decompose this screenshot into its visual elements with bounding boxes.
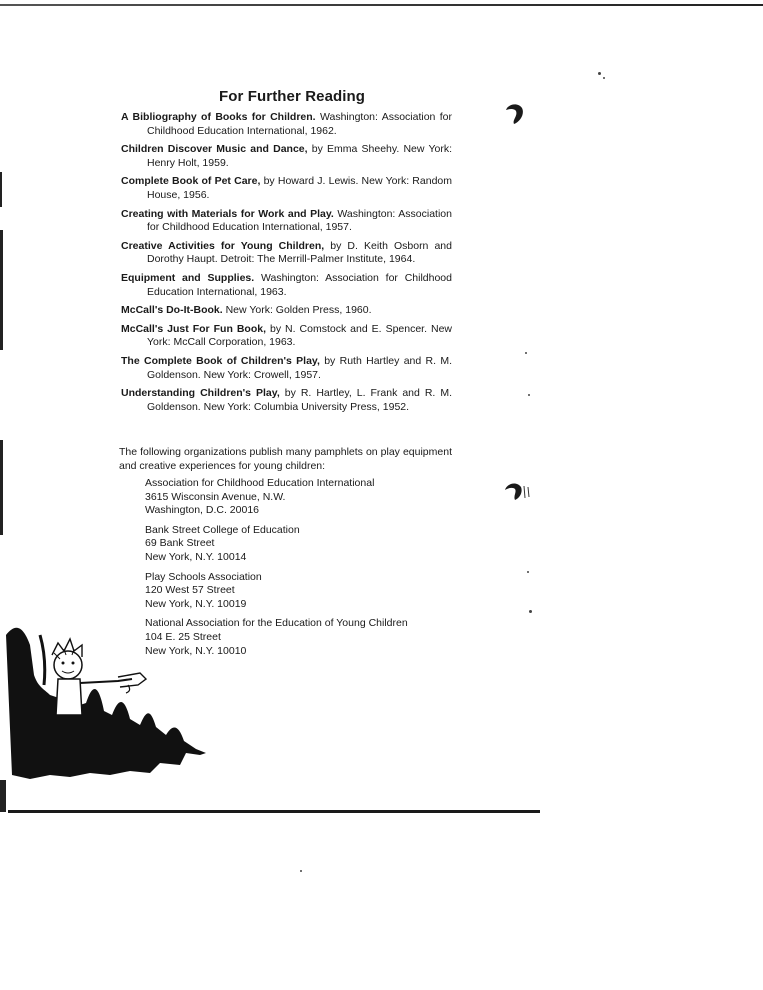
organizations-intro: The following organizations publish many pamphlets on play equipment and creative experiences for young children: [119,446,452,472]
organization-name: National Association for the Education of Young Children [145,617,408,630]
reference-item [121,175,452,202]
punch-hole-mark [500,478,534,508]
scan-speck [527,571,529,573]
reference-details: Washington: Association for Childhood Education International, 1957. [147,207,452,234]
reference-list [121,111,452,419]
organization-address [145,571,465,612]
page-bottom-rule [8,810,540,813]
reference-item [121,355,452,382]
organization-street: 69 Bank Street [145,537,215,550]
reference-title: Understanding Children's Play, [121,387,280,400]
organization-name: Play Schools Association [145,570,262,583]
scan-edge-left [0,440,3,535]
child-drawing-illustration [0,615,215,785]
reference-title: Complete Book of Pet Care, [121,175,261,188]
scan-speck [525,352,527,354]
organization-city: New York, N.Y. 10014 [145,550,247,563]
reference-title: Equipment and Supplies. [121,271,255,284]
reference-title: Children Discover Music and Dance, [121,143,308,156]
reference-details: New York: Golden Press, 1960. [222,304,372,317]
reference-details: by R. Hartley, L. Frank and R. M. Goldenson. New York: Columbia University Press, 1952. [147,387,453,413]
scan-speck [603,77,605,79]
scan-speck [598,72,601,75]
organization-city: Washington, D.C. 20016 [145,504,260,517]
reference-title: The Complete Book of Children's Play, [121,354,320,367]
scan-edge-left [0,172,2,207]
scan-speck [300,870,302,872]
reference-title: McCall's Just For Fun Book, [121,322,266,335]
scan-edge-left [0,230,3,350]
reference-details: by N. Comstock and E. Spencer. New York: McCall Corporation, 1963. [147,322,452,349]
punch-hole-mark [500,100,530,130]
reference-item [121,143,452,170]
reference-title: McCall's Do-It-Book. [121,304,223,317]
reference-item [121,323,452,350]
reference-title: Creating with Materials for Work and Play. [121,207,334,220]
reference-item [121,304,452,318]
reference-details: by Howard J. Lewis. New York: Random House, 1956. [147,175,452,201]
reference-details: by Emma Sheehy. New York: Henry Holt, 1959. [147,143,453,169]
scan-edge-top [0,4,763,6]
reference-item [121,240,452,267]
organization-street: 120 West 57 Street [145,584,235,597]
scan-speck [528,394,530,396]
organization-street: 3615 Wisconsin Avenue, N.W. [145,490,286,503]
reference-item [121,208,452,235]
reference-title: Creative Activities for Young Children, [121,239,325,252]
page-title: For Further Reading [219,88,366,105]
reference-title: A Bibliography of Books for Children. [121,111,316,123]
reference-details: by D. Keith Osborn and Dorothy Haupt. Detroit: The Merrill-Palmer Institute, 1964. [147,239,452,266]
organization-address [145,477,465,518]
organization-name: Association for Childhood Education International [145,477,375,489]
reference-details: Washington: Association for Childhood Education International, 1962. [147,111,452,137]
scan-speck [529,610,532,613]
reference-item [121,272,452,299]
reference-item [121,111,452,138]
reference-details: by Ruth Hartley and R. M. Goldenson. New York: Crowell, 1957. [147,354,452,381]
organization-address [145,524,465,565]
reference-item [121,387,452,414]
organization-city: New York, N.Y. 10010 [145,644,247,657]
organization-city: New York, N.Y. 10019 [145,597,247,610]
reference-details: Washington: Association for Childhood Education International, 1963. [147,271,452,298]
organization-street: 104 E. 25 Street [145,630,221,643]
organization-name: Bank Street College of Education [145,523,300,536]
